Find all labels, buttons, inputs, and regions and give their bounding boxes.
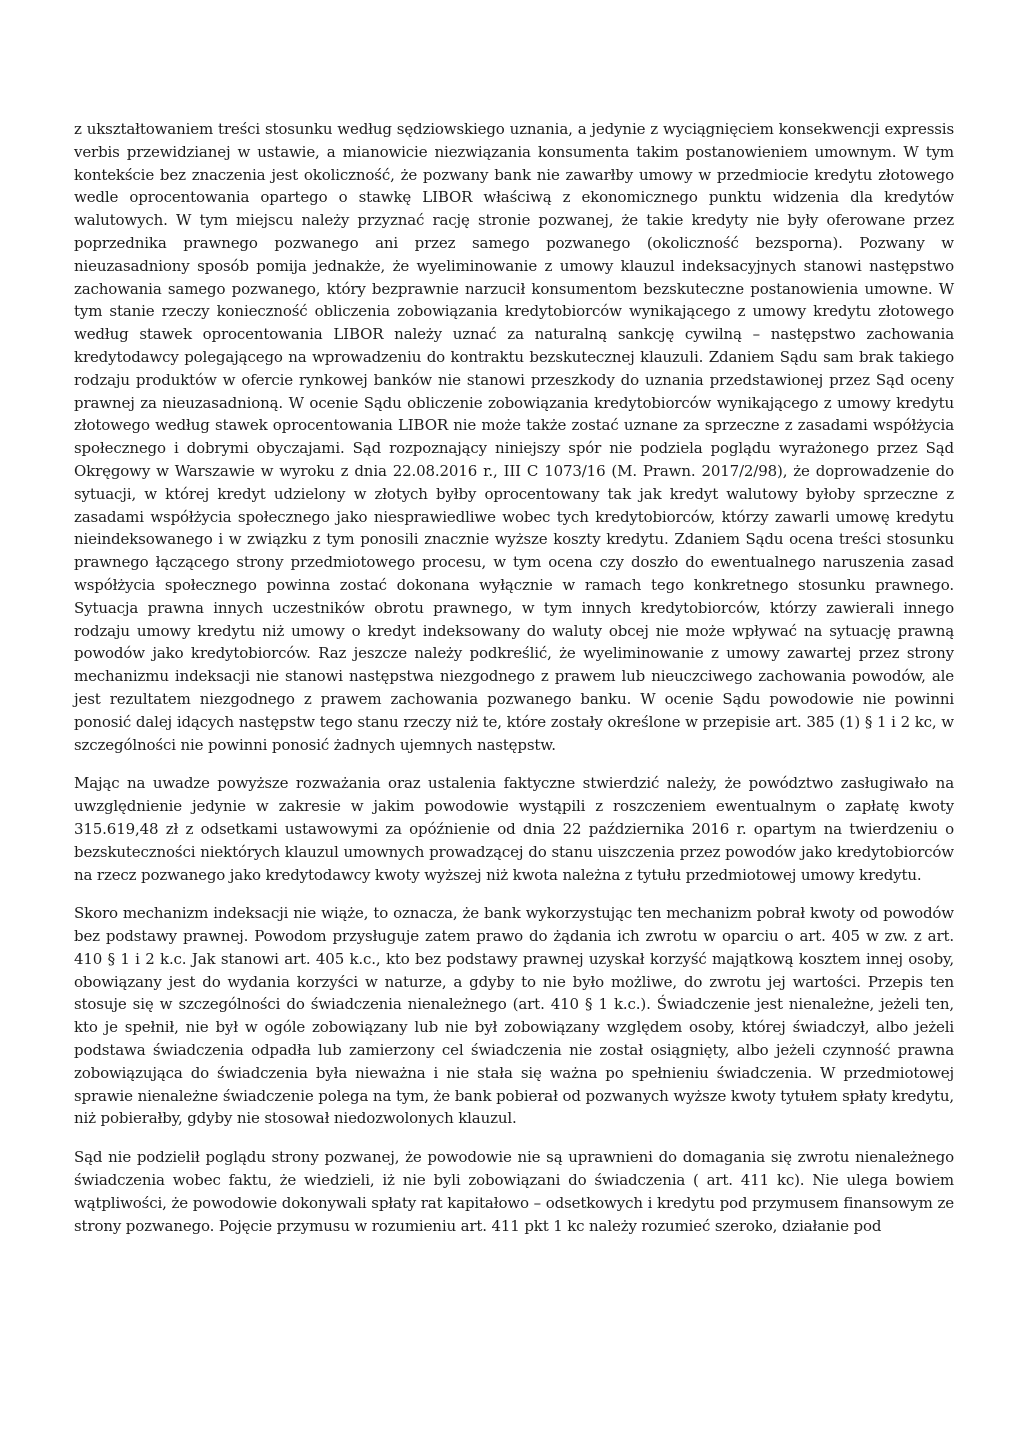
paragraph: Mając na uwadze powyższe rozważania oraz ustalenia faktyczne stwierdzić należy, że powództwo zasługiwało na uwzględnienie jedynie w zakresie w jakim powodowie wystąpili z roszczeniem ewentualnym o zapłatę kwoty 315.619,48 zł z odsetkami ustawowymi za opóźnienie od dnia 22 października 2016 r. opartym na twierdzeniu o bezskuteczności niektórych klauzul umownych prowadzącej do stanu uiszczenia przez powodów jako kredytobiorców na rzecz pozwanego jako kredytodawcy kwoty wyższej niż kwota należna z tytułu przedmiotowej umowy kredytu.: [74, 774, 954, 884]
document-page: [74, 118, 954, 1237]
paragraph: Sąd nie podzielił poglądu strony pozwanej, że powodowie nie są uprawnieni do domagania się zwrotu nienależnego świadczenia wobec faktu, że wiedzieli, iż nie byli zobowiązani do świadczenia ( art. 411 kc). Nie ulega bowiem wątpliwości, że powodowie dokonywali spłaty rat kapitałowo – odsetkowych i kredytu pod przymusem finansowym ze strony pozwanego. Pojęcie przymusu w rozumieniu art. 411 pkt 1 kc należy rozumieć szeroko, działanie pod: [74, 1148, 954, 1235]
paragraph: z ukształtowaniem treści stosunku według sędziowskiego uznania, a jedynie z wyciągnięciem konsekwencji expressis verbis przewidzianej w ustawie, a mianowicie niezwiązania konsumenta takim postanowieniem umownym. W tym kontekście bez znaczenia jest okoliczność, że pozwany bank nie zawarłby umowy w przedmiocie kredytu złotowego wedle oprocentowania opartego o stawkę LIBOR właściwą z ekonomicznego punktu widzenia dla kredytów walutowych. W tym miejscu należy przyznać rację stronie pozwanej, że takie kredyty nie były oferowane przez poprzednika prawnego pozwanego ani przez samego pozwanego (okoliczność bezsporna). Pozwany w nieuzasadniony sposób pomija jednakże, że wyeliminowanie z umowy klauzul indeksacyjnych stanowi następstwo zachowania samego pozwanego, który bezprawnie narzucił konsumentom bezskuteczne postanowienia umowne. W tym stanie rzeczy konieczność obliczenia zobowiązania kredytobiorców wynikającego z umowy kredytu złotowego według stawek oprocentowania LIBOR należy uznać za naturalną sankcję cywilną – następstwo zachowania kredytodawcy polegającego na wprowadzeniu do kontraktu bezskutecznej klauzuli. Zdaniem Sądu sam brak takiego rodzaju produktów w ofercie rynkowej banków nie stanowi przeszkody do uznania przedstawionej przez Sąd oceny prawnej za nieuzasadnioną. W ocenie Sądu obliczenie zobowiązania kredytobiorców wynikającego z umowy kredytu złotowego według stawek oprocentowania LIBOR nie może także zostać uznane za sprzeczne z zasadami współżycia społecznego i dobrymi obyczajami. Sąd rozpoznający niniejszy spór nie podziela poglądu wyrażonego przez Sąd Okręgowy w Warszawie w wyroku z dnia 22.08.2016 r., III C 1073/16 (M. Prawn. 2017/2/98), że doprowadzenie do sytuacji, w której kredyt udzielony w złotych byłby oprocentowany tak jak kredyt walutowy byłoby sprzeczne z zasadami współżycia społecznego jako niesprawiedliwe wobec tych kredytobiorców, którzy zawarli umowę kredytu nieindeksowanego i w związku z tym ponosili znacznie wyższe koszty kredytu. Zdaniem Sądu ocena treści stosunku prawnego łączącego strony przedmiotowego procesu, w tym ocena czy doszło do ewentualnego naruszenia zasad współżycia społecznego powinna zostać dokonana wyłącznie w ramach tego konkretnego stosunku prawnego. Sytuacja prawna innych uczestników obrotu prawnego, w tym innych kredytobiorców, którzy zawierali innego rodzaju umowy kredytu niż umowy o kredyt indeksowany do waluty obcej nie może wpływać na sytuację prawną powodów jako kredytobiorców. Raz jeszcze należy podkreślić, że wyeliminowanie z umowy zawartej przez strony mechanizmu indeksacji nie stanowi następstwa niezgodnego z prawem lub nieuczciwego zachowania powodów, ale jest rezultatem niezgodnego z prawem zachowania pozwanego banku. W ocenie Sądu powodowie nie powinni ponosić dalej idących następstw tego stanu rzeczy niż te, które zostały określone w przepisie art. 385 (1) § 1 i 2 kc, w szczególności nie powinni ponosić żadnych ujemnych następstw.: [74, 120, 954, 754]
paragraph: Skoro mechanizm indeksacji nie wiąże, to oznacza, że bank wykorzystując ten mechanizm pobrał kwoty od powodów bez podstawy prawnej. Powodom przysługuje zatem prawo do żądania ich zwrotu w oparciu o art. 405 w zw. z art. 410 § 1 i 2 k.c. Jak stanowi art. 405 k.c., kto bez podstawy prawnej uzyskał korzyść majątkową kosztem innej osoby, obowiązany jest do wydania korzyści w naturze, a gdyby to nie było możliwe, do zwrotu jej wartości. Przepis ten stosuje się w szczególności do świadczenia nienależnego (art. 410 § 1 k.c.). Świadczenie jest nienależne, jeżeli ten, kto je spełnił, nie był w ogóle zobowiązany lub nie był zobowiązany względem osoby, której świadczył, albo jeżeli podstawa świadczenia odpadła lub zamierzony cel świadczenia nie został osiągnięty, albo jeżeli czynność prawna zobowiązująca do świadczenia była nieważna i nie stała się ważna po spełnieniu świadczenia. W przedmiotowej sprawie nienależne świadczenie polega na tym, że bank pobierał od pozwanych wyższe kwoty tytułem spłaty kredytu, niż pobierałby, gdyby nie stosował niedozwolonych klauzul.: [74, 904, 954, 1128]
